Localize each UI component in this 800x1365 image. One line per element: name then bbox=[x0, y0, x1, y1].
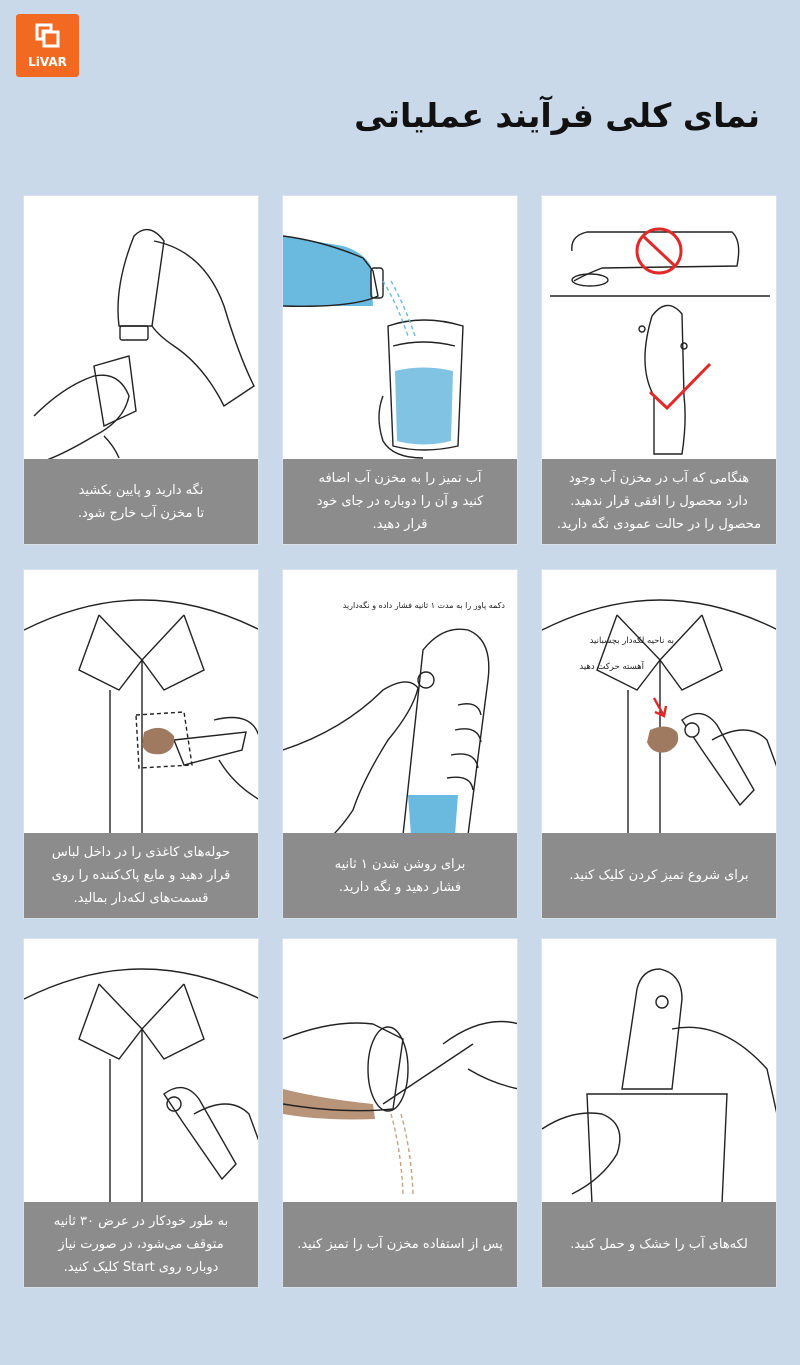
annotation-label: به ناحیه لکه‌دار بچسبانید bbox=[589, 636, 674, 646]
step-card-1 bbox=[541, 195, 777, 545]
step-card-4 bbox=[541, 569, 777, 919]
clean-tank-illustration bbox=[283, 939, 518, 1204]
page-title: نمای کلی فرآیند عملیاتی bbox=[354, 96, 760, 135]
step-caption: آب تمیز را به مخزن آب اضافه کنید و آن را دوباره در جای خود قرار دهید. bbox=[283, 459, 517, 544]
start-cleaning-illustration bbox=[542, 570, 777, 835]
annotation-label: دکمه پاور را به مدت ۱ ثانیه فشار داده و نگه‌دارید bbox=[342, 601, 505, 610]
checkmark-icon bbox=[650, 364, 710, 408]
step-card-6 bbox=[23, 569, 259, 919]
step-card-7 bbox=[541, 938, 777, 1288]
livar-logo bbox=[16, 14, 79, 77]
step-caption: برای شروع تمیز کردن کلیک کنید. bbox=[542, 833, 776, 918]
dry-stains-illustration bbox=[542, 939, 777, 1204]
step-card-5 bbox=[282, 569, 518, 919]
logo-mark-icon bbox=[34, 22, 61, 49]
step-caption: هنگامی که آب در مخزن آب وجود دارد محصول را افقی قرار ندهید. محصول را در حالت عمودی نگه دارید. bbox=[542, 459, 776, 544]
step-card-8 bbox=[282, 938, 518, 1288]
step-caption: حوله‌های کاغذی را در داخل لباس قرار دهید و مایع پاک‌کننده را روی قسمت‌های لکه‌دار بمالید. bbox=[24, 833, 258, 918]
step-caption: نگه دارید و پایین بکشید تا مخزن آب خارج شود. bbox=[24, 459, 258, 544]
step-caption: برای روشن شدن ۱ ثانیه فشار دهید و نگه دارید. bbox=[283, 833, 517, 918]
step-card-2 bbox=[282, 195, 518, 545]
fill-tank-illustration bbox=[283, 196, 518, 461]
auto-stop-illustration bbox=[24, 939, 259, 1204]
annotation-label: آهسته حرکت دهید bbox=[579, 662, 644, 672]
apply-cleaner-illustration bbox=[24, 570, 259, 835]
step-caption: به طور خودکار در عرض ۳۰ ثانیه متوقف می‌شود، در صورت نیاز دوباره روی Start کلیک کنید. bbox=[24, 1202, 258, 1287]
step-caption: لکه‌های آب را خشک و حمل کنید. bbox=[542, 1202, 776, 1287]
step-caption: پس از استفاده مخزن آب را تمیز کنید. bbox=[283, 1202, 517, 1287]
remove-tank-illustration bbox=[24, 196, 259, 461]
logo-text: LiVAR bbox=[28, 55, 67, 69]
step-card-9 bbox=[23, 938, 259, 1288]
step-card-3 bbox=[23, 195, 259, 545]
horizontal-warning-illustration bbox=[542, 196, 777, 461]
